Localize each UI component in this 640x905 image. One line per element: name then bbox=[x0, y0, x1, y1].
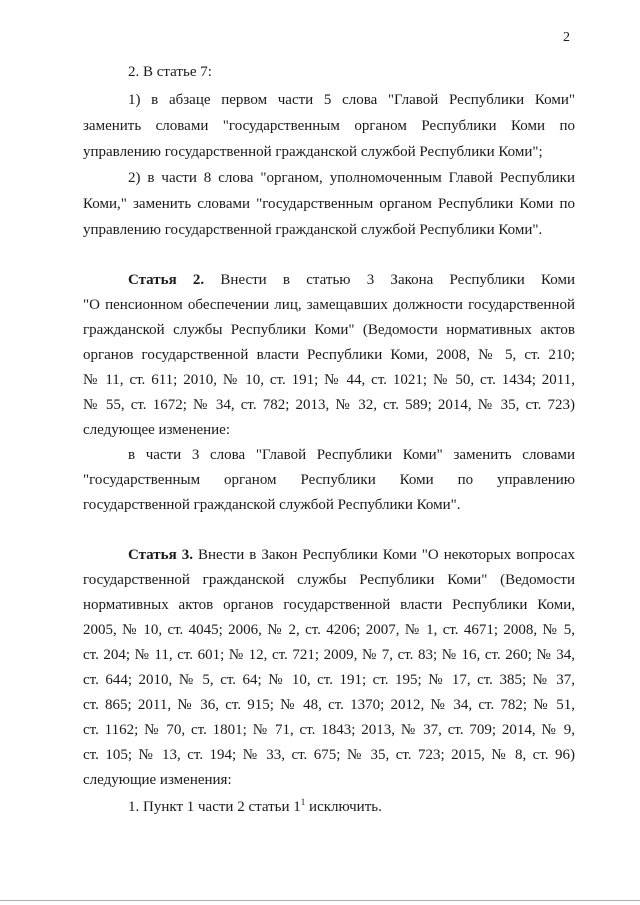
article2-line-5: № 55, ст. 1672; № 34, ст. 782; 2013, № 32, ст. 589; 2014, № 35, ст. 723) bbox=[83, 397, 575, 413]
block1-item1-line-1: 1) в абзаце первом части 5 слова "Главой Республики Коми" bbox=[128, 92, 575, 108]
article2-title: Статья 2. bbox=[128, 272, 205, 288]
article3-point-1-text: 1. Пункт 1 части 2 статьи 1 bbox=[128, 799, 301, 815]
article2-line-2: гражданской службы Республики Коми" (Ведомости нормативных актов bbox=[83, 322, 575, 338]
article3-point-1-action: исключить. bbox=[305, 799, 382, 815]
article3-line-3: 2005, № 10, ст. 4045; 2006, № 2, ст. 4206; 2007, № 1, ст. 4671; 2008, № 5, bbox=[83, 622, 575, 638]
article2-line-3: органов государственной власти Республики Коми, 2008, № 5, ст. 210; bbox=[83, 347, 575, 363]
block1-item2-line-2: Коми," заменить словами "государственным органом Республики Коми по bbox=[83, 196, 575, 212]
article2-line-4: № 11, ст. 611; 2010, № 10, ст. 191; № 44, ст. 1021; № 50, ст. 1434; 2011, bbox=[83, 372, 575, 388]
article2-change-line-2: "государственным органом Республики Коми по управлению bbox=[83, 472, 575, 488]
article3-first-line-text: Внести в Закон Республики Коми "О некоторых вопросах bbox=[197, 547, 575, 563]
article3-line-6: ст. 865; 2011, № 36, ст. 915; № 48, ст. 1370; 2012, № 34, ст. 782; № 51, bbox=[83, 697, 575, 713]
article2-line-1: "О пенсионном обеспечении лиц, замещавших должности государственной bbox=[83, 297, 575, 313]
page-number: 2 bbox=[563, 30, 570, 45]
scan-bottom-edge bbox=[0, 900, 640, 901]
block1-item2-line-3: управлению государственной гражданской службой Республики Коми". bbox=[83, 222, 543, 238]
article2-change-line-1: в части 3 слова "Главой Республики Коми" заменить словами bbox=[128, 447, 575, 463]
article3-line-2: нормативных актов органов государственной власти Республики Коми, bbox=[83, 597, 575, 613]
block1-item2-line-1: 2) в части 8 слова "органом, уполномоченным Главой Республики bbox=[128, 170, 575, 186]
article3-line-7: ст. 1162; № 70, ст. 1801; № 71, ст. 1843; 2013, № 37, ст. 709; 2014, № 9, bbox=[83, 722, 575, 738]
article2-first-line bbox=[83, 270, 575, 290]
block1-item1-line-3: управлению государственной гражданской службой Республики Коми"; bbox=[83, 144, 543, 160]
article3-line-9: следующие изменения: bbox=[83, 772, 232, 788]
article3-line-5: ст. 644; 2010, № 5, ст. 64; № 10, ст. 191; ст. 195; № 17, ст. 385; № 37, bbox=[83, 672, 575, 688]
article3-point-1 bbox=[83, 797, 575, 817]
article2-change-line-3: государственной гражданской службой Республики Коми". bbox=[83, 497, 461, 513]
block1-item1-line-2: заменить словами "государственным органом Республики Коми по bbox=[83, 118, 575, 134]
article2-first-line-text: Внести в статью 3 Закона Республики Коми bbox=[220, 272, 575, 288]
article3-line-1: государственной гражданской службы Республики Коми" (Ведомости bbox=[83, 572, 575, 588]
article2-line-6: следующее изменение: bbox=[83, 422, 231, 438]
article3-first-line bbox=[83, 545, 575, 565]
article3-point-1-superscript: 1 bbox=[300, 797, 306, 807]
article3-title: Статья 3. bbox=[128, 547, 193, 563]
block1-heading: 2. В статье 7: bbox=[128, 64, 212, 80]
article3-line-8: ст. 105; № 13, ст. 194; № 33, ст. 675; № 35, ст. 723; 2015, № 8, ст. 96) bbox=[83, 747, 575, 763]
article3-line-4: ст. 204; № 11, ст. 601; № 12, ст. 721; 2009, № 7, ст. 83; № 16, ст. 260; № 34, bbox=[83, 647, 575, 663]
